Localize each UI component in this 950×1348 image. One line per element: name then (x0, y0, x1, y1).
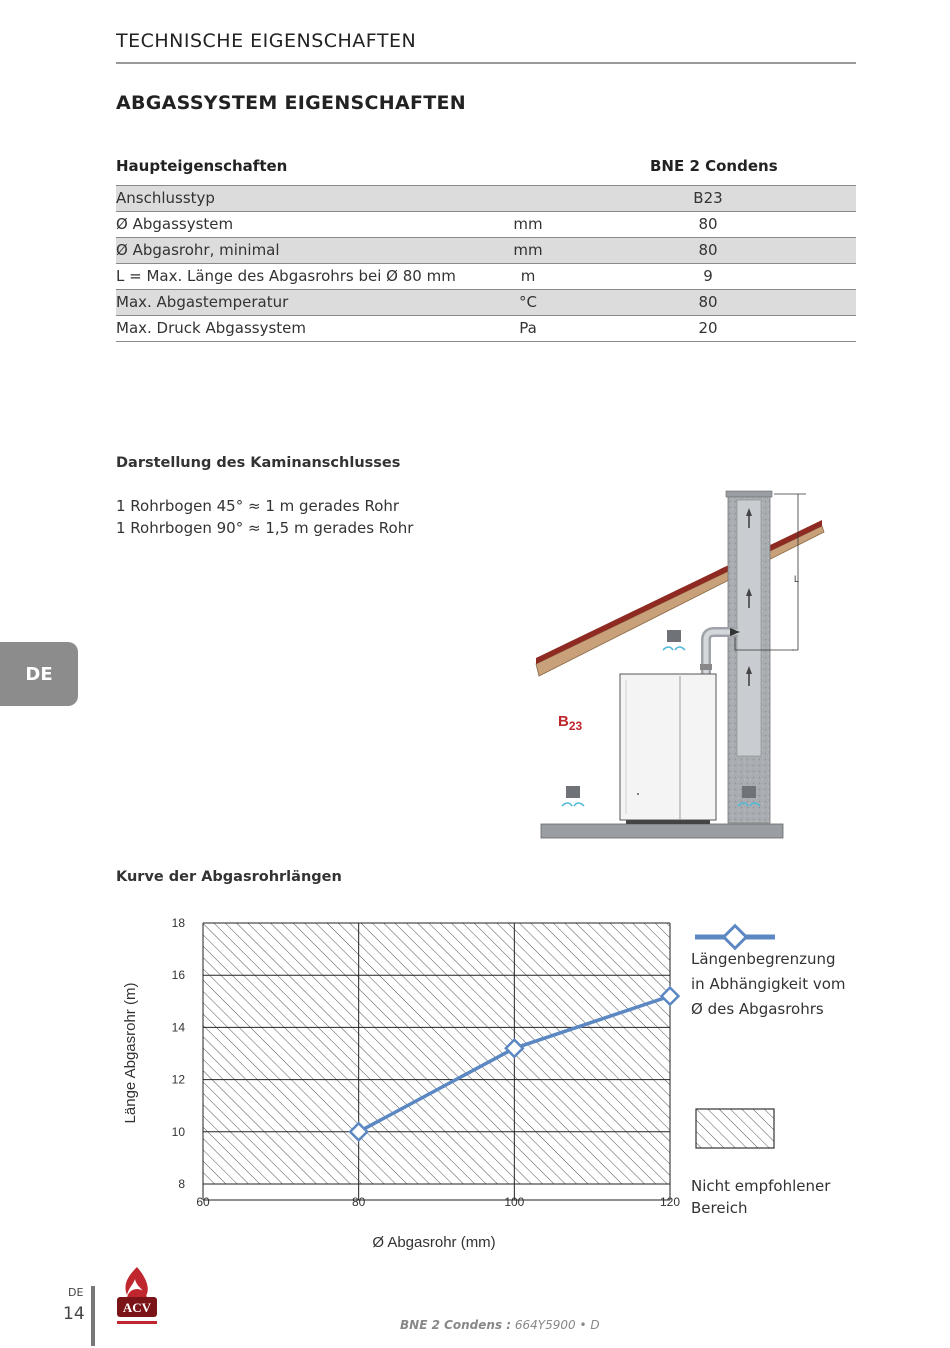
document-code: BNE 2 Condens : 664Y5900 • D (400, 1318, 600, 1332)
row-value: 80 (698, 241, 718, 259)
table-header-main: Haupteigenschaften (116, 157, 288, 175)
boiler-unit (620, 674, 716, 824)
legend-line-text: Längenbegrenzung in Abhängigkeit vom Ø des Abgasrohrs (691, 950, 846, 1018)
air-vent-icon (562, 786, 584, 806)
row-unit: °C (519, 293, 537, 311)
x-tick-label: 80 (351, 1195, 366, 1209)
elbow-note-45: 1 Rohrbogen 45° ≈ 1 m gerades Rohr (116, 497, 400, 515)
row-label: Max. Druck Abgassystem (116, 319, 307, 337)
y-tick-label: 18 (171, 916, 185, 930)
chimney-diagram (530, 488, 830, 843)
table-row (116, 237, 856, 263)
flue-length-chart (115, 915, 680, 1260)
y-axis-label: Länge Abgasrohr (m) (122, 982, 139, 1124)
y-tick-label: 10 (171, 1124, 185, 1139)
floor-slab (541, 824, 783, 838)
y-tick-label: 12 (171, 1072, 185, 1087)
page-heading: ABGASSYSTEM EIGENSCHAFTEN (116, 92, 466, 114)
row-value: B23 (693, 189, 723, 207)
y-tick-label: 16 (171, 968, 185, 983)
table-row (116, 263, 856, 289)
row-label: Ø Abgasrohr, minimal (116, 241, 280, 259)
acv-logo (113, 1265, 161, 1345)
legend-hatch-text: Nicht empfohlener Bereich (691, 1177, 831, 1217)
table-header-model: BNE 2 Condens (650, 157, 778, 175)
roof (536, 520, 824, 676)
language-tab[interactable]: DE (0, 642, 78, 706)
air-vent-icon (663, 630, 685, 650)
x-tick-label: 60 (196, 1195, 210, 1209)
table-row (116, 289, 856, 315)
section-title: TECHNISCHE EIGENSCHAFTEN (116, 30, 417, 52)
chimney-section-title: Darstellung des Kaminanschlusses (116, 455, 401, 471)
header-rule (116, 62, 856, 64)
length-label: L (794, 574, 800, 584)
row-value: 80 (698, 215, 718, 233)
row-value: 20 (698, 319, 718, 337)
row-unit: mm (513, 241, 543, 259)
svg-text:ACV: ACV (122, 1300, 152, 1315)
row-label: Ø Abgassystem (116, 215, 234, 233)
row-value: 80 (698, 293, 718, 311)
row-unit: Pa (519, 319, 537, 337)
chimney-stack (726, 491, 772, 823)
y-tick-label: 14 (171, 1020, 185, 1035)
elbow-note-90: 1 Rohrbogen 90° ≈ 1,5 m gerades Rohr (116, 519, 414, 537)
table-row (116, 315, 856, 342)
row-value: 9 (703, 267, 713, 285)
connection-type-label: $B_{23}$ (558, 713, 583, 733)
row-label: Max. Abgastemperatur (116, 293, 289, 311)
row-unit: mm (513, 215, 543, 233)
footer-divider (91, 1286, 95, 1346)
y-tick-label: 8 (178, 1177, 185, 1191)
row-label: L = Max. Länge des Abgasrohrs bei Ø 80 mm (116, 267, 456, 285)
row-label: Anschlusstyp (116, 189, 215, 207)
x-tick-label: 120 (659, 1195, 680, 1209)
row-unit: m (520, 267, 536, 285)
x-axis-label: Ø Abgasrohr (mm) (372, 1234, 496, 1251)
page-number: 14 (63, 1304, 85, 1324)
hatched-region (203, 923, 670, 1184)
footer-lang: DE (68, 1286, 84, 1299)
properties-table (116, 185, 856, 342)
legend-hatch-swatch (695, 1108, 777, 1150)
table-row (116, 211, 856, 237)
x-tick-label: 100 (504, 1195, 525, 1209)
table-row (116, 185, 856, 211)
curve-title: Kurve der Abgasrohrlängen (116, 869, 342, 885)
